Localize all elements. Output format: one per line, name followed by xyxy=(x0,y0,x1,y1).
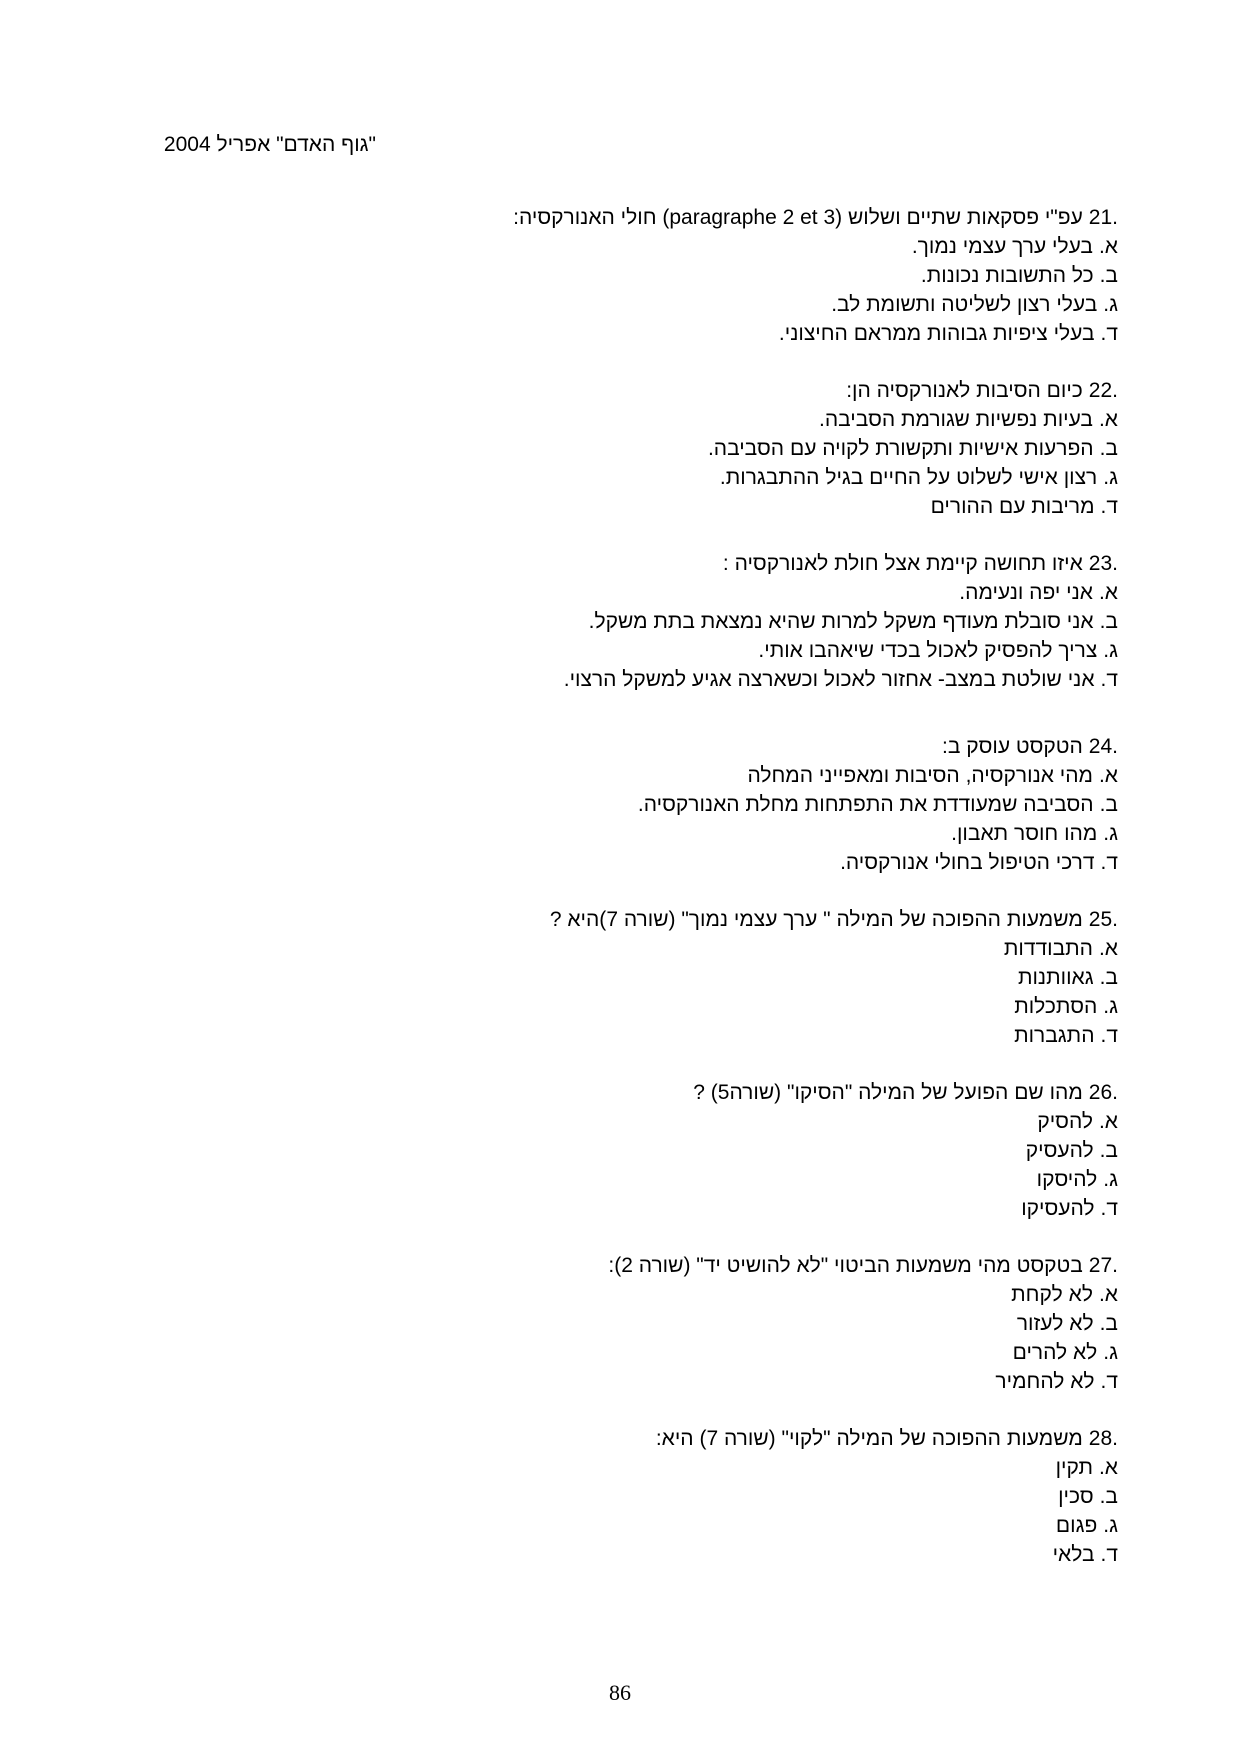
option-text: לא להחמיר xyxy=(995,1370,1095,1393)
option-text: להסיק xyxy=(1037,1110,1093,1133)
answer-option xyxy=(298,665,1118,694)
question-number: 26. xyxy=(1088,1081,1118,1104)
question-stem xyxy=(298,203,1118,232)
option-letter: ב. xyxy=(1099,264,1118,287)
answer-option xyxy=(298,1309,1118,1338)
option-text: גאוותנות xyxy=(1017,966,1094,989)
option-letter: ג. xyxy=(1103,995,1118,1018)
answer-option xyxy=(298,290,1118,319)
option-text: סכין xyxy=(1058,1485,1094,1508)
option-letter: א. xyxy=(1098,408,1118,431)
option-text: הסביבה שמעודדת את התפתחות מחלת האנורקסיה. xyxy=(637,793,1094,816)
question-text: בטקסט מהי משמעות הביטוי "לא להושיט יד" (שורה 2): xyxy=(608,1254,1083,1277)
option-text: מהי אנורקסיה, הסיבות ומאפייני המחלה xyxy=(747,764,1093,787)
spacer xyxy=(298,521,1118,549)
option-letter: ד. xyxy=(1100,851,1118,874)
answer-option xyxy=(298,1482,1118,1511)
question-21 xyxy=(298,203,1118,348)
option-text: בעלי ערך עצמי נמוך. xyxy=(911,235,1093,258)
option-text: התגברות xyxy=(1014,1024,1095,1047)
question-stem xyxy=(298,905,1118,934)
option-text: צריך להפסיק לאכול בכדי שיאהבו אותי. xyxy=(758,639,1098,662)
answer-option xyxy=(298,1511,1118,1540)
option-letter: ד. xyxy=(1100,1370,1118,1393)
option-text: להעסיק xyxy=(1025,1139,1094,1162)
answer-option xyxy=(298,1453,1118,1482)
option-letter: א. xyxy=(1098,1456,1118,1479)
option-letter: ב. xyxy=(1099,1139,1118,1162)
option-letter: ג. xyxy=(1103,1514,1118,1537)
answer-option xyxy=(298,636,1118,665)
question-stem xyxy=(298,732,1118,761)
option-letter: ד. xyxy=(1100,1024,1118,1047)
question-number: 25. xyxy=(1088,908,1118,931)
option-text: כל התשובות נכונות. xyxy=(920,264,1094,287)
question-22 xyxy=(298,376,1118,521)
option-letter: ב. xyxy=(1099,966,1118,989)
option-letter: א. xyxy=(1098,235,1118,258)
question-23 xyxy=(298,549,1118,694)
question-text: מהו שם הפועל של המילה "הסיקו" (שורה5) ? xyxy=(693,1081,1083,1104)
spacer xyxy=(298,877,1118,905)
answer-option xyxy=(298,819,1118,848)
option-text: רצון אישי לשלוט על החיים בגיל ההתבגרות. xyxy=(719,466,1098,489)
option-text: לא לקחת xyxy=(1011,1283,1093,1306)
answer-option xyxy=(298,578,1118,607)
option-text: אני שולטת במצב- אחזור לאכול וכשארצה אגיע למשקל הרצוי. xyxy=(563,668,1095,691)
option-letter: ד. xyxy=(1100,668,1118,691)
option-letter: ב. xyxy=(1099,1485,1118,1508)
option-letter: א. xyxy=(1098,1110,1118,1133)
option-text: התבודדות xyxy=(1003,937,1093,960)
answer-option xyxy=(298,405,1118,434)
answer-option xyxy=(298,1338,1118,1367)
option-letter: א. xyxy=(1098,764,1118,787)
question-number: 28. xyxy=(1088,1427,1118,1450)
option-letter: ב. xyxy=(1099,610,1118,633)
question-text: משמעות ההפוכה של המילה " ערך עצמי נמוך" (שורה 7)היא ? xyxy=(549,908,1083,931)
spacer xyxy=(298,1050,1118,1078)
answer-option xyxy=(298,1107,1118,1136)
answer-option xyxy=(298,992,1118,1021)
option-text: תקין xyxy=(1055,1456,1093,1479)
answer-option xyxy=(298,232,1118,261)
answer-option xyxy=(298,319,1118,348)
answer-option xyxy=(298,934,1118,963)
question-stem xyxy=(298,1078,1118,1107)
option-text: דרכי הטיפול בחולי אנורקסיה. xyxy=(840,851,1095,874)
option-text: אני סובלת מעודף משקל למרות שהיא נמצאת בתת משקל. xyxy=(588,610,1094,633)
option-letter: ב. xyxy=(1099,793,1118,816)
option-text: פגום xyxy=(1055,1514,1098,1537)
option-letter: ג. xyxy=(1103,293,1118,316)
option-letter: ב. xyxy=(1099,1312,1118,1335)
option-letter: ד. xyxy=(1100,1197,1118,1220)
answer-option xyxy=(298,1165,1118,1194)
answer-option xyxy=(298,1136,1118,1165)
option-text: בעלי רצון לשליטה ותשומת לב. xyxy=(831,293,1098,316)
answer-option xyxy=(298,761,1118,790)
option-text: לא לעזור xyxy=(1016,1312,1094,1335)
option-text: מהו חוסר תאבון. xyxy=(951,822,1098,845)
question-25 xyxy=(298,905,1118,1050)
option-letter: ג. xyxy=(1103,1341,1118,1364)
question-24 xyxy=(298,732,1118,877)
option-text: בלאי xyxy=(1052,1543,1095,1566)
option-text: מריבות עם ההורים xyxy=(930,495,1095,518)
question-stem xyxy=(298,376,1118,405)
answer-option xyxy=(298,261,1118,290)
answer-option xyxy=(298,1540,1118,1569)
question-28 xyxy=(298,1424,1118,1569)
answer-option xyxy=(298,848,1118,877)
page-number: 86 xyxy=(609,1680,631,1705)
question-stem xyxy=(298,1251,1118,1280)
question-text: הטקסט עוסק ב: xyxy=(942,735,1083,758)
question-text: עפ"י פסקאות שתיים ושלוש (paragraphe 2 et 3) חולי האנורקסיה: xyxy=(513,206,1083,229)
answer-option xyxy=(298,463,1118,492)
option-text: להעסיקו xyxy=(1021,1197,1095,1220)
spacer xyxy=(298,1223,1118,1251)
option-letter: ג. xyxy=(1103,639,1118,662)
question-stem xyxy=(298,549,1118,578)
answer-option xyxy=(298,963,1118,992)
question-text: איזו תחושה קיימת אצל חולת לאנורקסיה : xyxy=(722,552,1083,575)
option-text: הפרעות אישיות ותקשורת לקויה עם הסביבה. xyxy=(707,437,1094,460)
answer-option xyxy=(298,1280,1118,1309)
spacer xyxy=(298,694,1118,732)
question-number: 24. xyxy=(1088,735,1118,758)
answer-option xyxy=(298,1367,1118,1396)
option-letter: ג. xyxy=(1103,466,1118,489)
option-letter: א. xyxy=(1098,1283,1118,1306)
question-number: 23. xyxy=(1088,552,1118,575)
option-letter: א. xyxy=(1098,937,1118,960)
answer-option xyxy=(298,607,1118,636)
answer-option xyxy=(298,492,1118,521)
option-letter: ד. xyxy=(1100,322,1118,345)
questions-list xyxy=(298,203,1118,1569)
option-letter: ד. xyxy=(1100,1543,1118,1566)
option-text: להיסקו xyxy=(1036,1168,1098,1191)
question-number: 27. xyxy=(1088,1254,1118,1277)
question-number: 21. xyxy=(1088,206,1118,229)
spacer xyxy=(298,1396,1118,1424)
option-letter: ד. xyxy=(1100,495,1118,518)
option-text: בעלי ציפיות גבוהות ממראם החיצוני. xyxy=(778,322,1095,345)
question-number: 22. xyxy=(1088,379,1118,402)
option-letter: ב. xyxy=(1099,437,1118,460)
document-header: "גוף האדם" אפריל 2004 xyxy=(163,133,376,156)
answer-option xyxy=(298,434,1118,463)
option-letter: ג. xyxy=(1103,822,1118,845)
spacer xyxy=(298,348,1118,376)
option-text: לא להרים xyxy=(1012,1341,1098,1364)
question-26 xyxy=(298,1078,1118,1223)
option-letter: ג. xyxy=(1103,1168,1118,1191)
answer-option xyxy=(298,1021,1118,1050)
option-letter: א. xyxy=(1098,581,1118,604)
answer-option xyxy=(298,1194,1118,1223)
question-text: כיום הסיבות לאנורקסיה הן: xyxy=(846,379,1083,402)
question-27 xyxy=(298,1251,1118,1396)
question-stem xyxy=(298,1424,1118,1453)
question-text: משמעות ההפוכה של המילה "לקוי" (שורה 7) היא: xyxy=(655,1427,1083,1450)
option-text: אני יפה ונעימה. xyxy=(959,581,1093,604)
answer-option xyxy=(298,790,1118,819)
option-text: בעיות נפשיות שגורמת הסביבה. xyxy=(819,408,1093,431)
option-text: הסתכלות xyxy=(1014,995,1098,1018)
